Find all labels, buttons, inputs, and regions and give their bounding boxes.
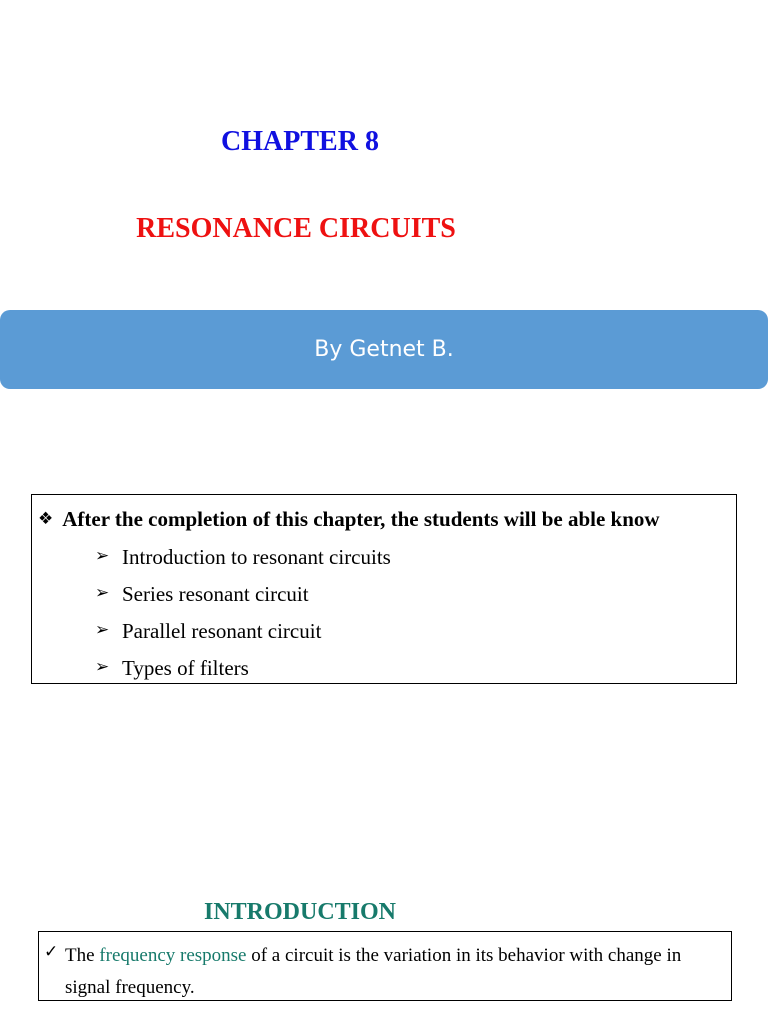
objective-item-text: Types of filters — [122, 656, 249, 680]
chapter-title: RESONANCE CIRCUITS — [136, 213, 456, 244]
arrow-bullet-icon: ➢ — [95, 545, 110, 566]
objective-item-text: Introduction to resonant circuits — [122, 545, 391, 569]
objective-item-text: Series resonant circuit — [122, 582, 309, 606]
objective-item — [95, 656, 249, 681]
intro-text-end: of a circuit is the variation in its behavior with change in signal frequency. — [65, 945, 682, 998]
objectives-heading-text: After the completion of this chapter, the students will be able know — [62, 507, 660, 531]
objective-item-text: Parallel resonant circuit — [122, 619, 322, 643]
chapter-label: CHAPTER 8 — [221, 126, 379, 157]
intro-text-start: The — [65, 945, 100, 966]
author-banner — [0, 310, 768, 389]
arrow-bullet-icon: ➢ — [95, 582, 110, 603]
objective-item — [95, 545, 391, 570]
introduction-box — [38, 931, 732, 1001]
introduction-text — [65, 940, 715, 1004]
introduction-heading: INTRODUCTION — [203, 899, 397, 925]
objectives-box — [31, 494, 737, 684]
diamond-bullet-icon: ❖ — [38, 508, 54, 529]
checkmark-icon: ✓ — [44, 942, 59, 962]
arrow-bullet-icon: ➢ — [95, 656, 110, 677]
frequency-response-term: frequency response — [99, 945, 247, 966]
objective-item — [95, 619, 321, 644]
objectives-heading — [38, 507, 660, 532]
author-name: By Getnet B. — [314, 337, 454, 362]
arrow-bullet-icon: ➢ — [95, 619, 110, 640]
objective-item — [95, 582, 309, 607]
